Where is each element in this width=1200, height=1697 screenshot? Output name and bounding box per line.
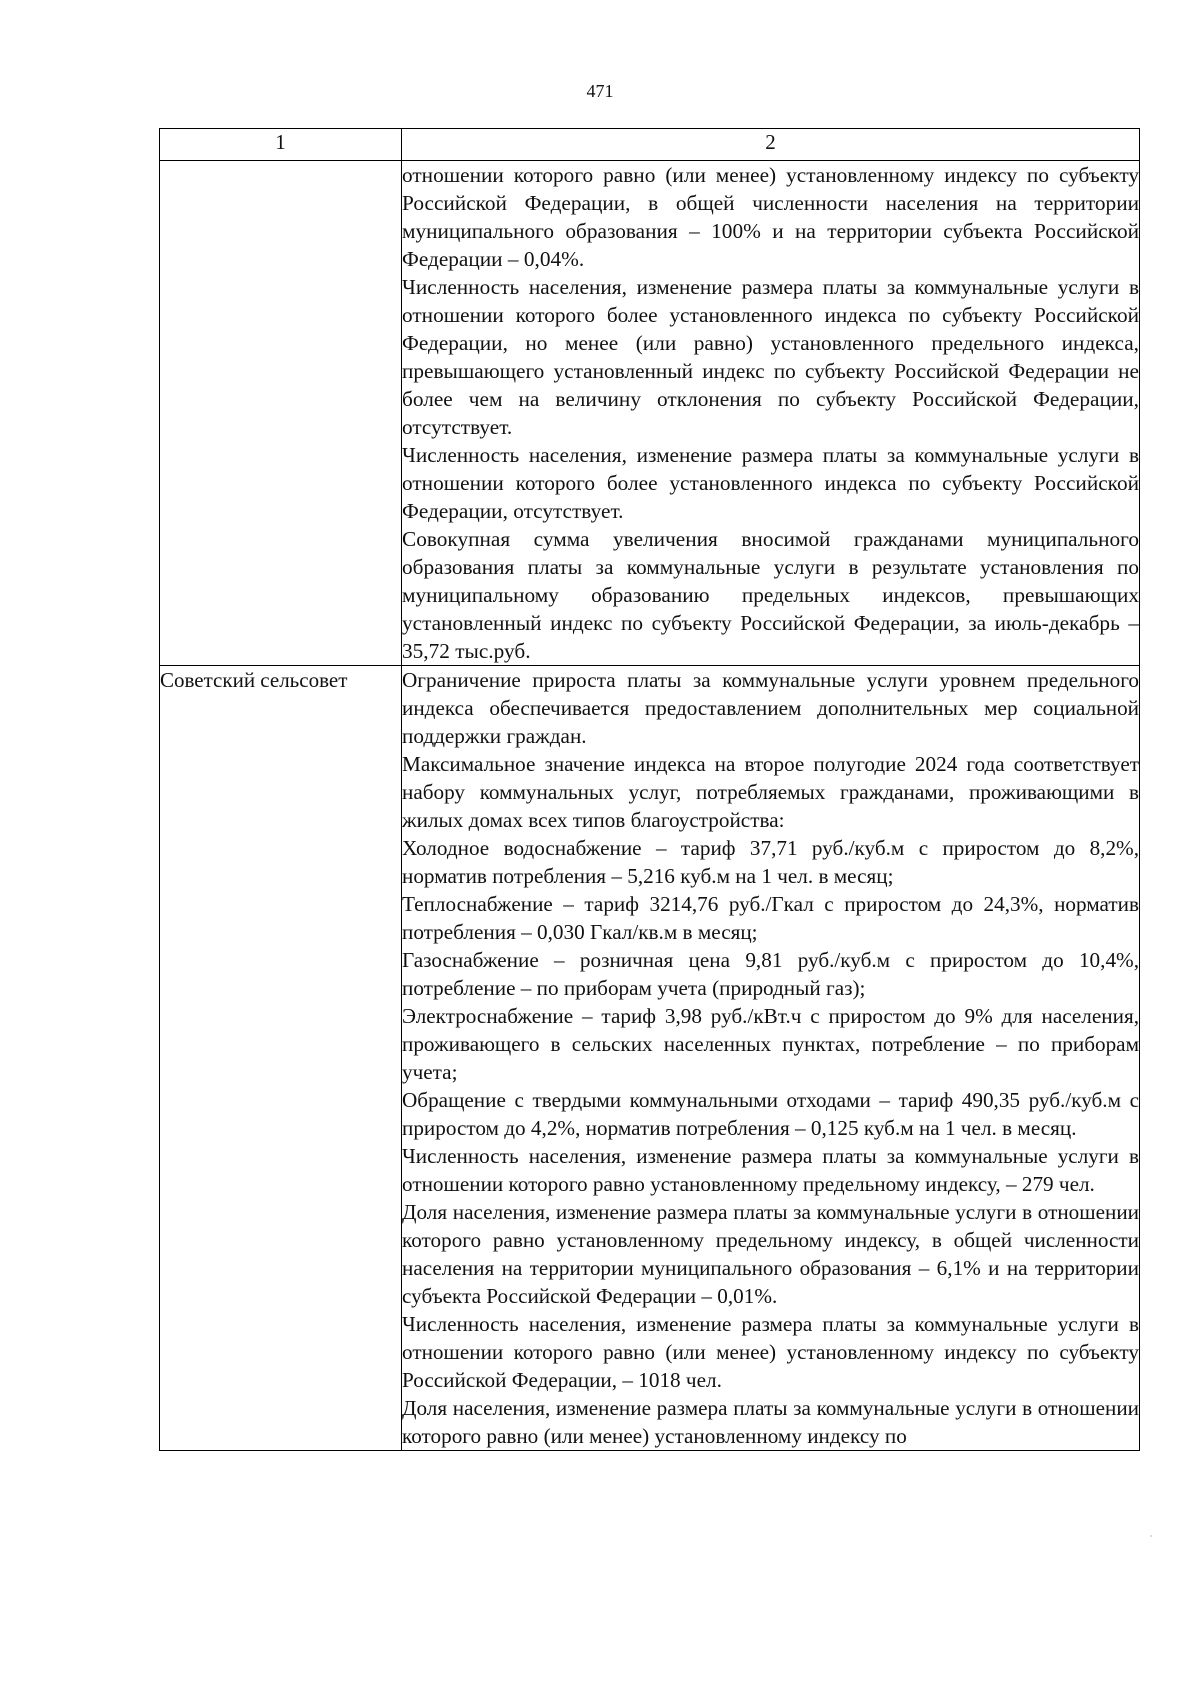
paragraph: Численность населения, изменение размера платы за коммунальные услуги в отношении которого равно (или менее) установленному индексу по субъекту Российской Федерации, – 1018 чел. [402,1312,1139,1392]
paragraph: отношении которого равно (или менее) установленному индексу по субъекту Российской Федерации, в общей численности населения на территории муниципального образования – 100% и на территории субъекта Российской Федерации – 0,04%. [402,163,1139,271]
paragraph: Совокупная сумма увеличения вносимой гражданами муниципального образования платы за коммунальные услуги в результате установления по муниципальному образованию предельных индексов, превышающих установленный индекс по субъекту Российской Федерации, за июль-декабрь – 35,72 тыс.руб. [402,527,1139,663]
table-header-row [160,129,1140,161]
paragraph: Доля населения, изменение размера платы за коммунальные услуги в отношении которого равно (или менее) установленному индексу по [402,1396,1139,1448]
paragraph: Обращение с твердыми коммунальными отходами – тариф 490,35 руб./куб.м с приростом до 4,2%, норматив потребления – 0,125 куб.м на 1 чел. в месяц. [402,1088,1139,1140]
description-cell [402,161,1140,666]
column-header-1: 1 [160,129,402,161]
paragraph: Электроснабжение – тариф 3,98 руб./кВт.ч с приростом до 9% для населения, проживающего в сельских населенных пунктах, потребление – по приборам учета; [402,1004,1139,1084]
paragraph: Ограничение прироста платы за коммунальные услуги уровнем предельного индекса обеспечивается предоставлением дополнительных мер социальной поддержки граждан. [402,668,1139,748]
paragraph: Холодное водоснабжение – тариф 37,71 руб./куб.м с приростом до 8,2%, норматив потребления – 5,216 куб.м на 1 чел. в месяц; [402,836,1139,888]
paragraph: Доля населения, изменение размера платы за коммунальные услуги в отношении которого равно установленному предельному индексу, в общей численности населения на территории муниципального образования – 6,1% и на территории субъекта Российской Федерации – 0,01%. [402,1200,1139,1308]
municipality-cell: Советский сельсовет [160,666,402,1451]
paragraph: Максимальное значение индекса на второе полугодие 2024 года соответствует набору коммунальных услуг, потребляемых гражданами, проживающими в жилых домах всех типов благоустройства: [402,752,1139,832]
column-header-2: 2 [402,129,1140,161]
table-row [160,161,1140,666]
municipality-cell [160,161,402,666]
document-table [159,128,1140,1451]
paragraph: Теплоснабжение – тариф 3214,76 руб./Гкал с приростом до 24,3%, норматив потребления – 0,030 Гкал/кв.м в месяц; [402,892,1139,944]
paragraph: Численность населения, изменение размера платы за коммунальные услуги в отношении которого более установленного индекса по субъекту Российской Федерации, но менее (или равно) установленного предельного индекса, превышающего установленный индекс по субъекту Российской Федерации не более чем на величину отклонения по субъекту Российской Федерации, отсутствует. [402,275,1139,439]
paragraph: Газоснабжение – розничная цена 9,81 руб./куб.м с приростом до 10,4%, потребление – по приборам учета (природный газ); [402,948,1139,1000]
paragraph: Численность населения, изменение размера платы за коммунальные услуги в отношении которого более установленного индекса по субъекту Российской Федерации, отсутствует. [402,443,1139,523]
page-number: 471 [586,81,614,101]
table-row [160,666,1140,1451]
description-cell [402,666,1140,1451]
scan-artifact [1150,1535,1152,1537]
paragraph: Численность населения, изменение размера платы за коммунальные услуги в отношении которого равно установленному предельному индексу, – 279 чел. [402,1144,1139,1196]
